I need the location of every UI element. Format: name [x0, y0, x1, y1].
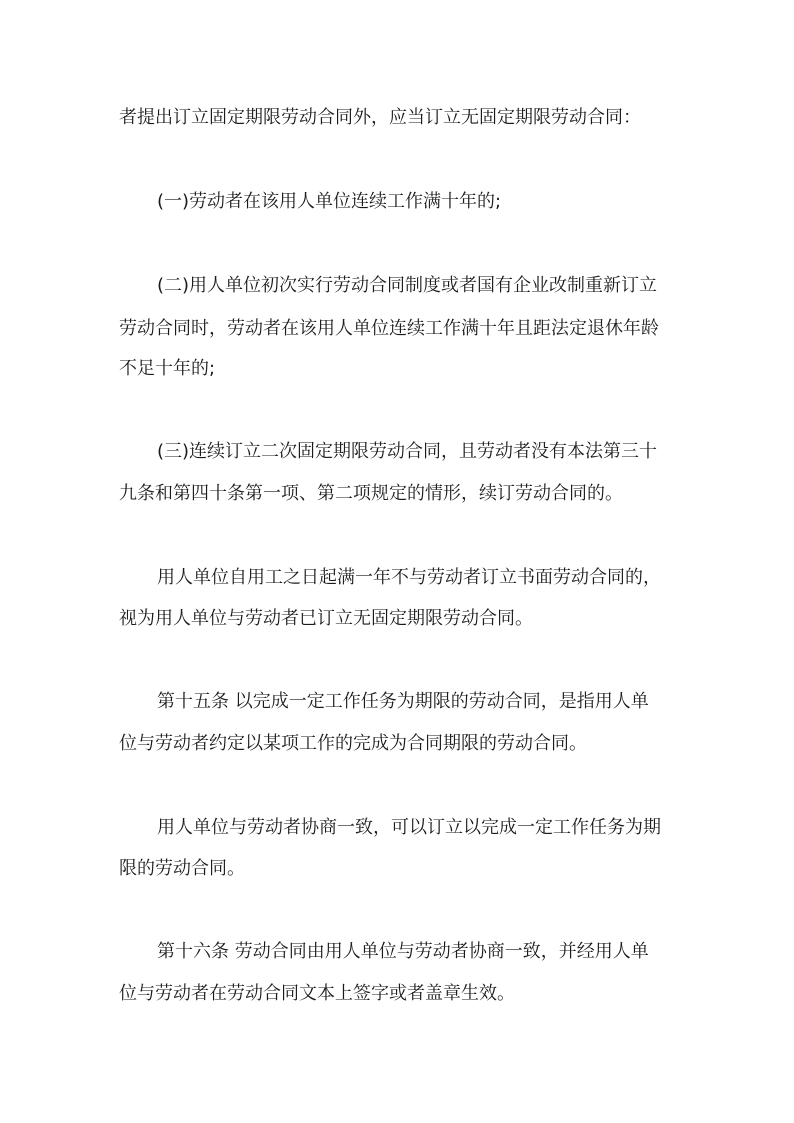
- article-heading-line: 第十六条 劳动合同由用人单位与劳动者协商一致，并经用人单: [157, 941, 649, 962]
- paragraph-line: 九条和第四十条第一项、第二项规定的情形，续订劳动合同的。: [119, 483, 623, 504]
- paragraph-line: 视为用人单位与劳动者已订立无固定期限劳动合同。: [119, 608, 533, 629]
- paragraph-line: 限的劳动合同。: [119, 858, 245, 879]
- paragraph-line: 用人单位自用工之日起满一年不与劳动者订立书面劳动合同的，: [157, 567, 661, 588]
- article-heading-line: 第十五条 以完成一定工作任务为期限的劳动合同，是指用人单: [157, 691, 649, 712]
- paragraph-line: 用人单位与劳动者协商一致，可以订立以完成一定工作任务为期: [157, 817, 661, 838]
- paragraph-line: 位与劳动者在劳动合同文本上签字或者盖章生效。: [119, 983, 515, 1004]
- paragraph-line: (一)劳动者在该用人单位连续工作满十年的;: [157, 191, 502, 212]
- paragraph-line: (三)连续订立二次固定期限劳动合同，且劳动者没有本法第三十: [157, 441, 658, 462]
- paragraph-line: (二)用人单位初次实行劳动合同制度或者国有企业改制重新订立: [157, 275, 658, 296]
- paragraph-line: 者提出订立固定期限劳动合同外，应当订立无固定期限劳动合同：: [119, 107, 641, 128]
- paragraph-line: 位与劳动者约定以某项工作的完成为合同期限的劳动合同。: [119, 733, 587, 754]
- paragraph-line: 不足十年的;: [119, 358, 216, 379]
- paragraph-line: 劳动合同时，劳动者在该用人单位连续工作满十年且距法定退休年龄: [119, 318, 659, 339]
